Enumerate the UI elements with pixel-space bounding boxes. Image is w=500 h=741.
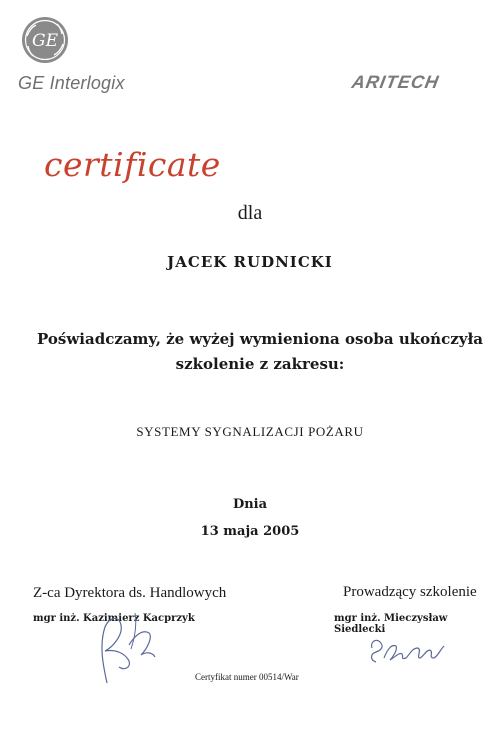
right-signatory-role: Prowadzący szkolenie <box>343 584 477 600</box>
right-signature <box>362 628 452 673</box>
date-value: 13 maja 2005 <box>200 524 300 539</box>
certificate-number: Certyfikat numer 00514/War <box>195 672 299 682</box>
left-signatory-name: mgr inż. Kazimierz Kacprzyk <box>33 613 195 624</box>
brand-name-ge-interlogix: GE Interlogix <box>18 73 125 93</box>
recipient-name: JACEK RUDNICKI <box>167 253 333 271</box>
course-name: SYSTEMY SYGNALIZACJI POŻARU <box>136 424 364 439</box>
brand-name-aritech: ARITECH <box>350 72 441 92</box>
certificate-title: certificate <box>44 145 221 184</box>
left-signatory-role: Z-ca Dyrektora ds. Handlowych <box>33 585 227 601</box>
statement-text: Poświadczamy, że wyżej wymieniona osoba ukończyła szkolenie z zakresu: <box>37 330 483 373</box>
svg-text:GE: GE <box>32 31 58 51</box>
left-signature <box>85 605 165 690</box>
right-signatory-name: mgr inż. Mieczysław Siedlecki <box>334 613 448 635</box>
date-label: Dnia <box>232 497 268 512</box>
ge-logo <box>21 16 69 64</box>
for-label: dla <box>237 202 263 224</box>
